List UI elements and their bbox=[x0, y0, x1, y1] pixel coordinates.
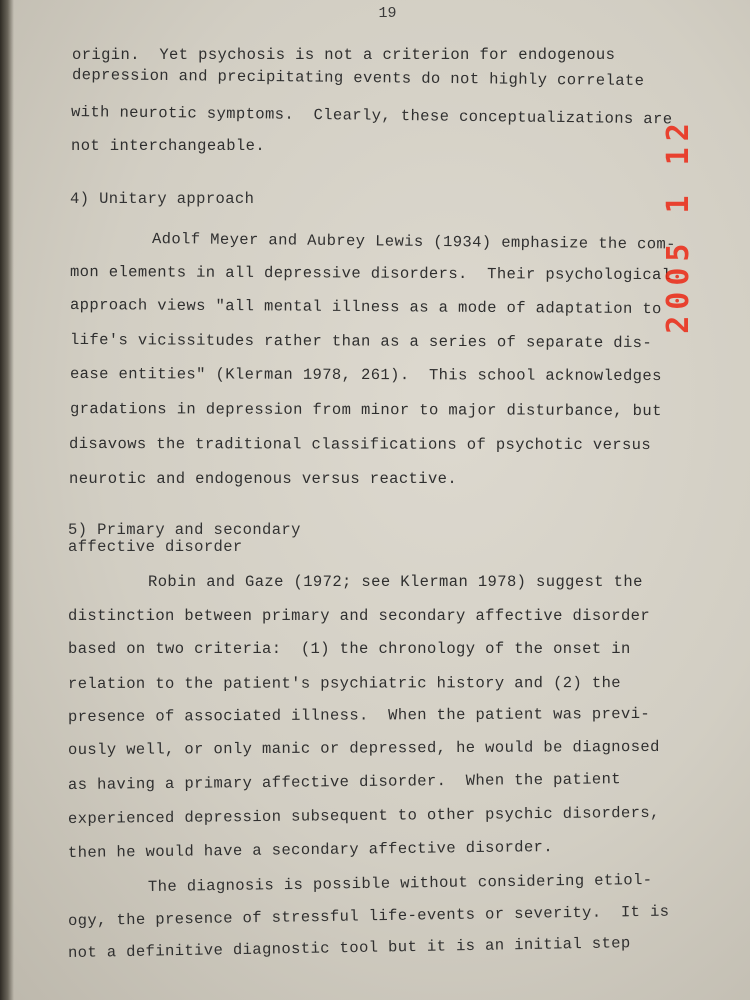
text-line: presence of associated illness. When the patient was previ- bbox=[67, 704, 651, 726]
page-binding-shadow bbox=[0, 0, 14, 1000]
text-line: Robin and Gaze (1972; see Klerman 1978) suggest the bbox=[148, 573, 643, 591]
text-line: then he would have a secondary affective disorder. bbox=[67, 838, 554, 862]
text-line: ously well, or only manic or depressed, he would be diagnosed bbox=[67, 737, 660, 759]
text-line: relation to the patient's psychiatric history and (2) the bbox=[67, 674, 622, 693]
text-line: neurotic and endogenous versus reactive. bbox=[69, 470, 458, 488]
text-line: origin. Yet psychosis is not a criterion for endogenous bbox=[72, 46, 616, 64]
text-line: based on two criteria: (1) the chronology of the onset in bbox=[68, 640, 631, 658]
section-heading-primary-secondary: affective disorder bbox=[68, 538, 243, 556]
text-line: not a definitive diagnostic tool but it is an initial step bbox=[67, 934, 631, 962]
text-line: experienced depression subsequent to other psychic disorders, bbox=[67, 803, 660, 828]
text-line: Adolf Meyer and Aubrey Lewis (1934) emphasize the com- bbox=[151, 230, 676, 254]
text-line: life's vicissitudes rather than as a series of separate dis- bbox=[69, 331, 653, 353]
section-heading-unitary-approach: 4) Unitary approach bbox=[70, 190, 255, 208]
text-line: disavows the traditional classifications of psychotic versus bbox=[68, 435, 652, 455]
text-line: as having a primary affective disorder. When the patient bbox=[67, 770, 622, 794]
text-line: ease entities" (Klerman 1978, 261). This school acknowledges bbox=[69, 365, 662, 386]
text-line: depression and precipitating events do not highly correlate bbox=[71, 66, 645, 90]
text-line: mon elements in all depressive disorders. Their psychological bbox=[69, 263, 672, 285]
section-heading-primary-secondary: 5) Primary and secondary bbox=[68, 521, 301, 539]
text-line: The diagnosis is possible without considering etiol- bbox=[147, 870, 653, 896]
page-number: 19 bbox=[378, 5, 397, 22]
text-line: gradations in depression from minor to major disturbance, but bbox=[69, 400, 662, 421]
date-stamp-text: 2005 1 12 bbox=[660, 116, 696, 334]
text-line: approach views "all mental illness as a mode of adaptation to bbox=[69, 296, 662, 319]
camera-date-stamp bbox=[648, 95, 708, 355]
text-line: distinction between primary and secondary affective disorder bbox=[68, 607, 651, 625]
text-line: ogy, the presence of stressful life-events or severity. It is bbox=[67, 902, 670, 930]
text-line: with neurotic symptoms. Clearly, these conceptualizations are bbox=[70, 103, 673, 129]
text-line: not interchangeable. bbox=[71, 137, 266, 155]
